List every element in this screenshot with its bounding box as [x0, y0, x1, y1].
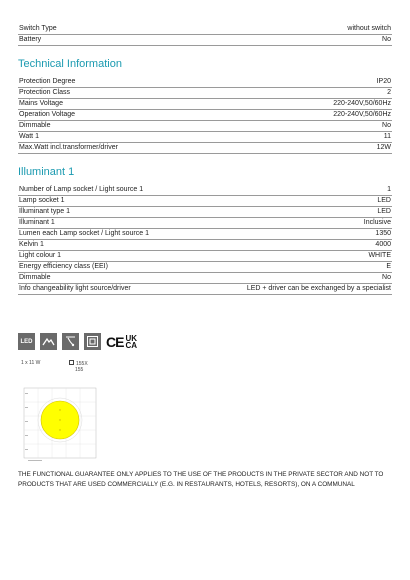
illuminant-spec-row — [18, 229, 392, 240]
illuminant-spec-row — [18, 185, 392, 196]
spec-value: 1 — [387, 186, 391, 193]
top-rows — [18, 24, 392, 46]
spec-value: Inclusive — [363, 219, 391, 226]
square-caption-1: 155X — [76, 361, 88, 367]
light-distribution-diagram — [18, 384, 100, 464]
spec-value: without switch — [347, 25, 391, 32]
spec-key: Dimmable — [19, 122, 51, 129]
guarantee-footer: THE FUNCTIONAL GUARANTEE ONLY APPLIES TO THE USE OF THE PRODUCTS IN THE PRIVATE SECTOR AND NOT TO PRODUCTS THAT ARE USED COMMERCIALLY (E.G. IN RESTAURANTS, HOTELS, RESORTS), ON A COMMUNAL — [18, 471, 384, 488]
beam-angle-icon — [40, 333, 57, 350]
technical-spec-row — [18, 143, 392, 154]
spec-value: WHITE — [368, 252, 391, 259]
illuminant-spec-row — [18, 273, 392, 284]
spec-key: Switch Type — [19, 25, 57, 32]
square-dimension-caption — [69, 360, 88, 367]
led-icon-label: LED — [20, 338, 33, 345]
illuminant-rows — [18, 185, 392, 295]
spec-key: Lumen each Lamp socket / Light source 1 — [19, 230, 149, 237]
technical-rows — [18, 77, 392, 154]
led-icon — [18, 333, 35, 350]
square-caption-2: 155 — [75, 367, 84, 373]
spec-key: Protection Class — [19, 89, 70, 96]
technical-spec-row — [18, 121, 392, 132]
spec-key: Lamp socket 1 — [19, 197, 65, 204]
protection-class-icon — [84, 333, 101, 350]
spec-value: No — [382, 36, 391, 43]
spec-key: Illuminant 1 — [19, 219, 55, 226]
technical-spec-row — [18, 110, 392, 121]
ca-label: CA — [125, 340, 138, 350]
spec-key: Max.Watt incl.transformer/driver — [19, 144, 118, 151]
top-spec-row — [18, 24, 392, 35]
spec-value: No — [382, 122, 391, 129]
technical-spec-row — [18, 88, 392, 99]
ce-mark-label: CE — [106, 333, 124, 350]
illuminant-heading: Illuminant 1 — [18, 166, 75, 178]
technical-spec-row — [18, 99, 392, 110]
spec-key: Illuminant type 1 — [19, 208, 70, 215]
top-spec-row — [18, 35, 392, 46]
spec-key: Mains Voltage — [19, 100, 63, 107]
uk-label: UK — [125, 333, 138, 343]
illuminant-spec-row — [18, 262, 392, 273]
spec-key: Number of Lamp socket / Light source 1 — [19, 186, 144, 193]
ukca-mark-icon — [125, 335, 137, 349]
spec-key: Light colour 1 — [19, 252, 62, 259]
spec-value: 220-240V,50/60Hz — [333, 111, 391, 118]
spec-value: LED — [377, 208, 391, 215]
square-small-icon — [69, 360, 74, 365]
illuminant-spec-row — [18, 240, 392, 251]
spec-key: Operation Voltage — [19, 111, 76, 118]
led-caption: 1 x 11 W — [21, 360, 41, 366]
illuminant-spec-row — [18, 251, 392, 262]
ceiling-mount-icon — [62, 333, 79, 350]
spec-value: 4000 — [375, 241, 391, 248]
spec-key: Protection Degree — [19, 78, 76, 85]
technical-heading: Technical Information — [18, 58, 122, 70]
technical-spec-row — [18, 77, 392, 88]
spec-key: Watt 1 — [19, 133, 39, 140]
technical-spec-row — [18, 132, 392, 143]
spec-sheet — [18, 24, 392, 295]
illuminant-spec-row — [18, 207, 392, 218]
illuminant-spec-row — [18, 196, 392, 207]
spec-value: LED + driver can be exchanged by a specialist — [246, 285, 391, 292]
ce-mark-icon — [106, 334, 137, 350]
spec-value: 2 — [387, 89, 391, 96]
illuminant-spec-row — [18, 218, 392, 229]
spec-value: 12W — [376, 144, 391, 151]
spec-key: Kelvin 1 — [19, 241, 44, 248]
spec-value: LED — [377, 197, 391, 204]
spec-value: 1350 — [375, 230, 391, 237]
spec-value: E — [386, 263, 391, 270]
spec-key: Battery — [19, 36, 42, 43]
spec-value: 220-240V,50/60Hz — [333, 100, 391, 107]
spec-key: Info changeability light source/driver — [19, 285, 131, 292]
spec-value: No — [382, 274, 391, 281]
spec-value: 11 — [383, 133, 391, 140]
icon-strip — [18, 333, 137, 350]
spec-key: Energy efficiency class (EEI) — [19, 263, 108, 270]
illuminant-spec-row — [18, 284, 392, 295]
spec-value: IP20 — [376, 78, 391, 85]
spec-key: Dimmable — [19, 274, 51, 281]
